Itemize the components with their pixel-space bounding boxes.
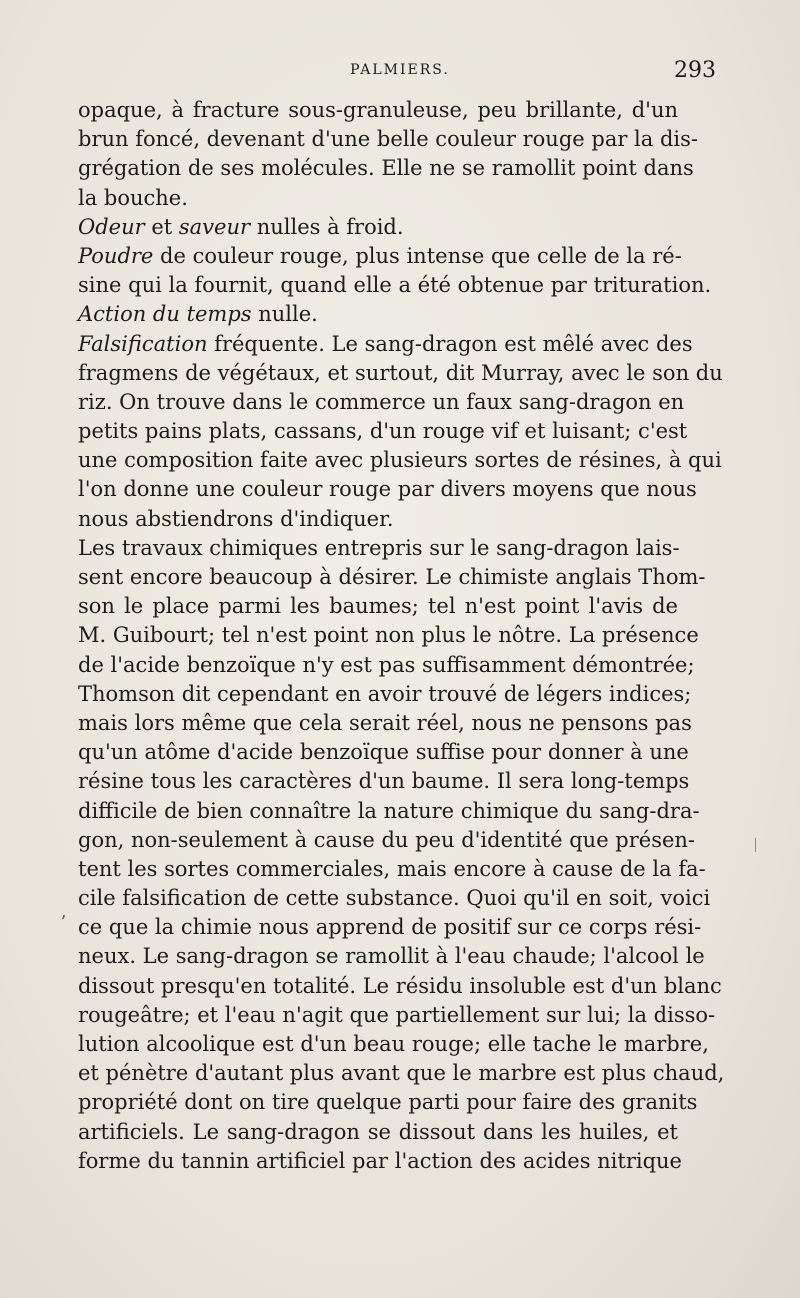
line-text: gon, non-seulement à cause du peu d'identité que présen- xyxy=(78,827,696,852)
text-line xyxy=(78,621,699,650)
line-text: son le place parmi les baumes; tel n'est point l'avis de xyxy=(78,594,678,619)
line-text: de couleur rouge, plus intense que celle de la ré- xyxy=(153,243,682,268)
line-text: brun foncé, devenant d'une belle couleur rouge par la dis- xyxy=(78,127,698,152)
text-line xyxy=(78,972,722,1001)
line-text: nulles à froid. xyxy=(250,214,404,239)
italic-term: Odeur xyxy=(78,214,145,239)
text-line xyxy=(78,359,723,388)
line-text: résine tous les caractères d'un baume. Il sera long-temps xyxy=(78,769,690,794)
italic-term: Poudre xyxy=(78,243,154,268)
text-line xyxy=(78,942,705,971)
text-line xyxy=(78,330,693,359)
line-text: neux. Le sang-dragon se ramollit à l'eau chaude; l'alcool le xyxy=(78,944,705,969)
text-line xyxy=(78,855,706,884)
line-text: Thomson dit cependant en avoir trouvé de légers indices; xyxy=(78,681,692,706)
text-line xyxy=(78,96,678,125)
italic-term: saveur xyxy=(178,214,251,239)
text-line xyxy=(78,417,688,446)
line-text: M. Guibourt; tel n'est point non plus le nôtre. La présence xyxy=(78,623,699,648)
text-line xyxy=(78,505,678,534)
line-text: mais lors même que cela serait réel, nous ne pensons pas xyxy=(78,710,692,735)
text-line xyxy=(78,300,678,329)
text-line xyxy=(78,125,698,154)
line-text: sine qui la fournit, quand elle a été obtenue par trituration. xyxy=(78,273,712,298)
text-line xyxy=(78,738,689,767)
line-text: qu'un atôme d'acide benzoïque suffise pour donner à une xyxy=(78,740,689,765)
line-text: forme du tannin artificiel par l'action des acides nitrique xyxy=(78,1148,682,1173)
text-line xyxy=(78,184,678,213)
text-line xyxy=(78,1118,678,1147)
line-text: la bouche. xyxy=(78,185,188,210)
line-text: fragmens de végétaux, et surtout, dit Murray, avec le son du xyxy=(78,360,723,385)
text-line xyxy=(78,680,692,709)
text-line xyxy=(78,534,678,563)
line-text: riz. On trouve dans le commerce un faux sang-dragon en xyxy=(78,389,685,414)
line-text: fréquente. Le sang-dragon est mêlé avec des xyxy=(207,331,693,356)
text-line xyxy=(78,913,702,942)
text-line xyxy=(78,884,711,913)
text-line xyxy=(78,1059,725,1088)
line-text: petits pains plats, cassans, d'un rouge vif et luisant; c'est xyxy=(78,419,688,444)
text-line xyxy=(78,271,712,300)
running-title: PALMIERS. xyxy=(350,62,450,78)
text-line xyxy=(78,1088,698,1117)
line-text: cile falsification de cette substance. Quoi qu'il en soit, voici xyxy=(78,886,711,911)
text-line xyxy=(78,651,695,680)
line-text: et pénètre d'autant plus avant que le marbre est plus chaud, xyxy=(78,1061,725,1086)
line-text: difficile de bien connaître la nature chimique du sang-dra- xyxy=(78,798,700,823)
text-line xyxy=(78,1147,682,1176)
text-line xyxy=(78,709,692,738)
text-line xyxy=(78,154,694,183)
text-line xyxy=(78,213,678,242)
text-line xyxy=(78,1001,716,1030)
text-line xyxy=(78,242,682,271)
text-line xyxy=(78,388,685,417)
line-text: nous abstiendrons d'indiquer. xyxy=(78,506,394,531)
text-line xyxy=(78,1030,709,1059)
text-line xyxy=(78,475,697,504)
line-text: tent les sortes commerciales, mais encore à cause de la fa- xyxy=(78,856,706,881)
text-line xyxy=(78,592,678,621)
line-text: nulle. xyxy=(251,302,318,327)
line-text: sent encore beaucoup à désirer. Le chimiste anglais Thom- xyxy=(78,565,706,589)
line-text: lution alcoolique est d'un beau rouge; elle tache le marbre, xyxy=(78,1032,709,1056)
text-line xyxy=(78,446,722,475)
line-text: grégation de ses molécules. Elle ne se ramollit point dans xyxy=(78,156,694,181)
line-text: dissout presqu'en totalité. Le résidu insoluble est d'un blanc xyxy=(78,973,722,998)
line-text: Les travaux chimiques entrepris sur le sang-dragon lais- xyxy=(78,535,680,560)
line-text: artificiels. Le sang-dragon se dissout dans les huiles, et xyxy=(78,1119,678,1144)
text-line xyxy=(78,767,690,796)
page-header xyxy=(78,58,722,88)
text-line xyxy=(78,826,696,855)
line-text: de l'acide benzoïque n'y est pas suffisamment démontrée; xyxy=(78,652,695,677)
page-body-text xyxy=(78,96,725,1176)
text-line xyxy=(78,797,700,826)
line-text: l'on donne une couleur rouge par divers moyens que nous xyxy=(78,477,697,502)
line-text: propriété dont on tire quelque parti pour faire des granits xyxy=(78,1090,698,1115)
page-edge-mark xyxy=(755,838,756,852)
line-text: rougeâtre; et l'eau n'agit que partiellement sur lui; la disso- xyxy=(78,1002,716,1027)
text-line xyxy=(78,563,706,592)
line-text: une composition faite avec plusieurs sortes de résines, à qui xyxy=(78,448,722,473)
line-text: opaque, à fracture sous-granuleuse, peu brillante, d'un xyxy=(78,98,678,122)
page-number: 293 xyxy=(674,58,716,83)
line-text: ce que la chimie nous apprend de positif sur ce corps rési- xyxy=(78,915,702,940)
margin-pencil-mark: ʼ xyxy=(60,912,66,933)
line-text: et xyxy=(144,214,179,239)
italic-term: Action du temps xyxy=(78,302,252,327)
italic-term: Falsification xyxy=(78,331,208,356)
